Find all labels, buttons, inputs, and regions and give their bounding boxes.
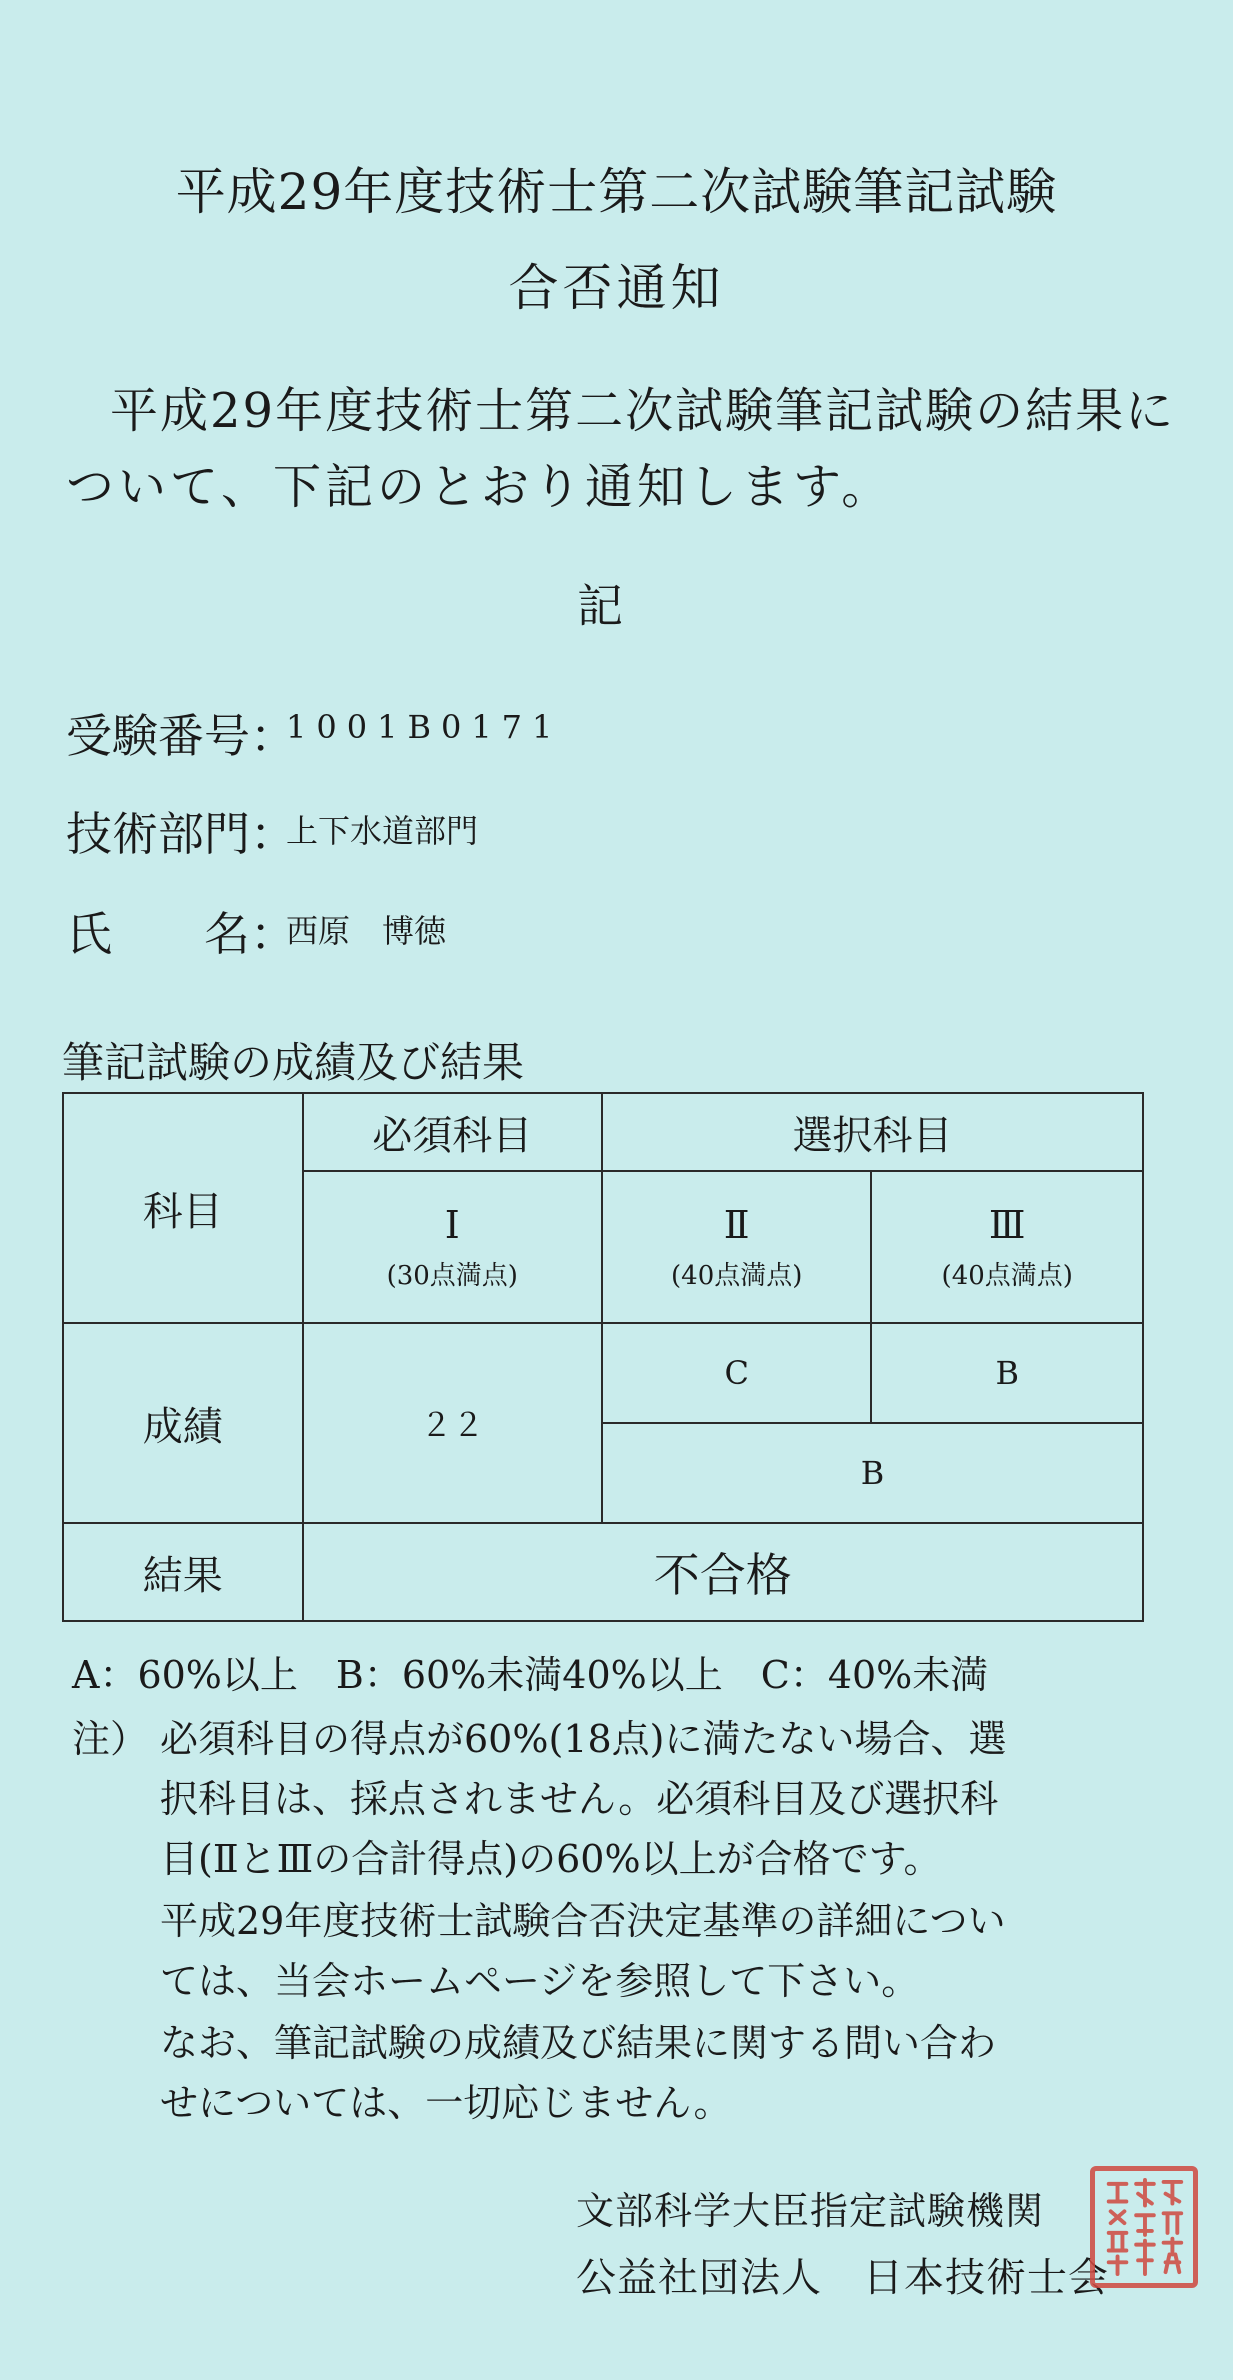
department-label: 技術部門： (66, 807, 296, 861)
subject-III-max: (40点満点) (941, 1260, 1073, 1291)
official-seal (1090, 2166, 1198, 2288)
grade-III: B (871, 1323, 1143, 1423)
subject-II-numeral: Ⅱ (723, 1202, 750, 1247)
ki-heading: 記 (577, 579, 623, 633)
notice-title: 平成29年度技術士第二次試験筆記試験 (175, 163, 1058, 221)
issuer-line-1: 文部科学大臣指定試験機関 (576, 2189, 1045, 2233)
intro-line-1: 平成29年度技術士第二次試験筆記試験の結果に (110, 383, 1176, 439)
department-value: 上下水道部門 (286, 812, 479, 850)
subject-I-cell (303, 1171, 602, 1323)
note-line: せについては、一切応じません。 (160, 2081, 732, 2125)
score-I: ２２ (303, 1323, 602, 1523)
subject-III-cell (871, 1171, 1143, 1323)
name-label: 氏 名： (66, 907, 296, 961)
exam-number-label: 受験番号： (66, 709, 296, 763)
note-line: なお、筆記試験の成績及び結果に関する問い合わ (160, 2021, 997, 2065)
exam-number-value: 1001B0171 (286, 708, 563, 746)
subject-I-max: (30点満点) (386, 1260, 518, 1291)
notice-subtitle: 合否通知 (508, 259, 725, 317)
note-line: ては、当会ホームページを参照して下さい。 (160, 1959, 920, 2003)
intro-line-2: ついて、下記のとおり通知します。 (66, 459, 894, 515)
seal-glyphs-icon (1095, 2171, 1193, 2283)
issuer-line-2: 公益社団法人 日本技術士会 (576, 2255, 1109, 2301)
grade-elective-total: B (602, 1423, 1143, 1523)
grade-legend: A：60%以上 B：60%未満40%以上 C：40%未満 (72, 1653, 989, 1697)
subject-II-max: (40点満点) (671, 1260, 803, 1291)
results-table (62, 1092, 1144, 1622)
row-label-result: 結果 (63, 1523, 303, 1621)
elective-subject-header: 選択科目 (602, 1093, 1143, 1171)
subject-II-cell (602, 1171, 872, 1323)
row-label-subject: 科目 (63, 1093, 303, 1323)
note-line: 必須科目の得点が60%(18点)に満たない場合、選 (160, 1717, 1007, 1761)
grade-II: C (602, 1323, 872, 1423)
note-line: 目(ⅡとⅢの合計得点)の60%以上が合格です。 (160, 1837, 942, 1881)
subject-III-numeral: Ⅲ (988, 1202, 1026, 1247)
subject-I-numeral: Ⅰ (444, 1202, 460, 1247)
note-line: 平成29年度技術士試験合否決定基準の詳細につい (160, 1899, 1006, 1943)
final-result: 不合格 (303, 1523, 1143, 1621)
notes-head: 注） (72, 1717, 149, 1761)
required-subject-header: 必須科目 (303, 1093, 602, 1171)
results-section-title: 筆記試験の成績及び結果 (62, 1038, 525, 1087)
name-value: 西原 博徳 (286, 912, 447, 950)
row-label-grade: 成績 (63, 1323, 303, 1523)
note-line: 択科目は、採点されません。必須科目及び選択科 (160, 1777, 999, 1821)
